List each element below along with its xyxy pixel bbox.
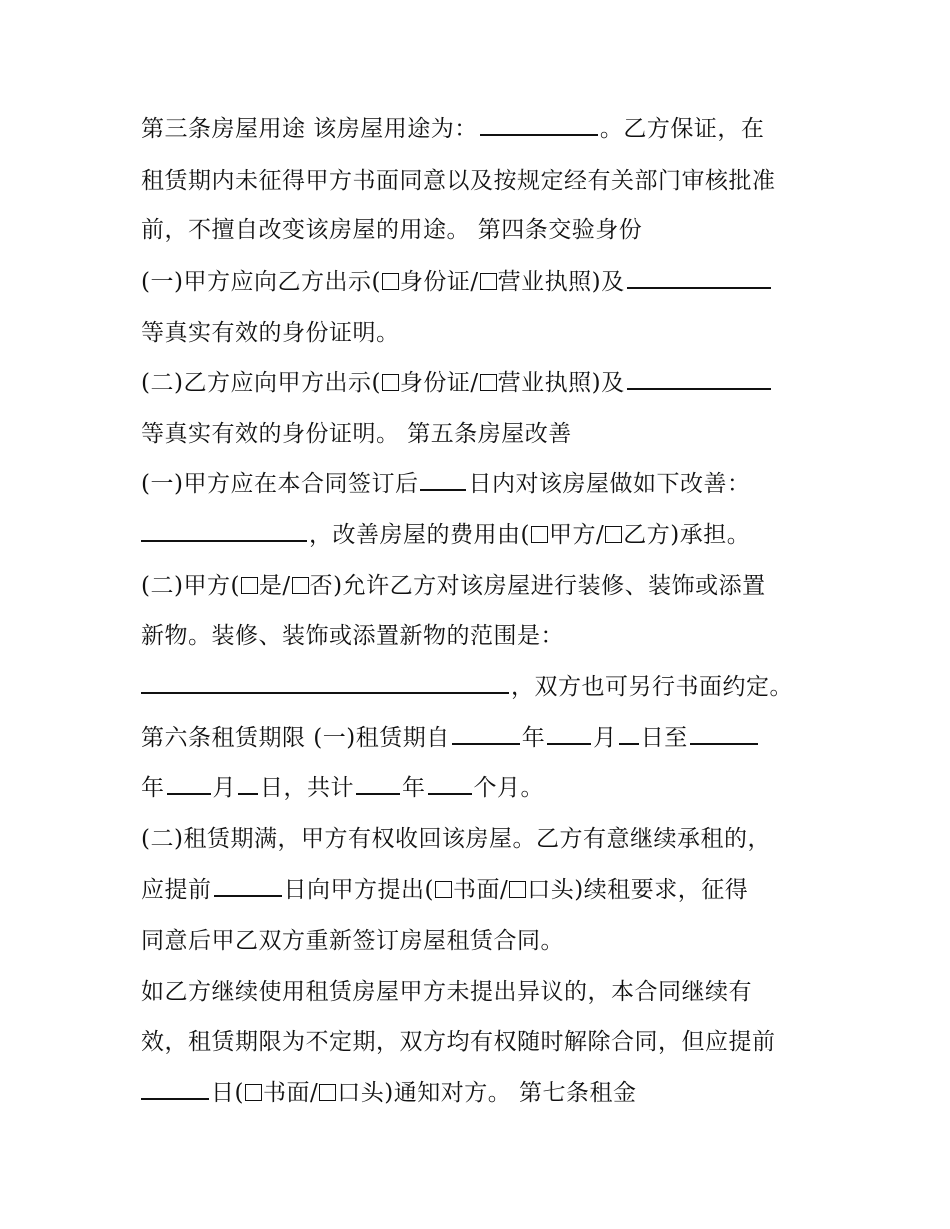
clause-6-item-2-cont bbox=[141, 875, 748, 905]
checkbox-no[interactable] bbox=[292, 577, 309, 594]
text: 口头)续租要求，征得 bbox=[527, 877, 749, 903]
text: 。乙方保证，在 bbox=[599, 116, 765, 142]
text: 营业执照)及 bbox=[497, 370, 625, 396]
text: 身份证/ bbox=[399, 370, 479, 396]
text: 否)允许乙方对该房屋进行装修、装饰或添置 bbox=[309, 573, 766, 599]
clause-6-item-2-end bbox=[141, 926, 564, 956]
fill-blank-days[interactable] bbox=[420, 471, 466, 491]
clause-4-item-2 bbox=[141, 368, 773, 398]
text: 第六条租赁期限 (一)租赁期自 bbox=[141, 725, 450, 751]
checkbox-id-card[interactable] bbox=[382, 273, 399, 290]
text: 新物。装修、装饰或添置新物的范围是： bbox=[141, 623, 564, 649]
text: 应提前 bbox=[141, 877, 212, 903]
text: 年 bbox=[521, 725, 546, 751]
clause-4-item-1 bbox=[141, 267, 773, 297]
checkbox-party-a[interactable] bbox=[531, 526, 548, 543]
text: 租赁期内未征得甲方书面同意以及按规定经有关部门审核批准 bbox=[141, 168, 776, 194]
clause-5-item-2 bbox=[141, 571, 766, 601]
text: 营业执照)及 bbox=[497, 269, 625, 295]
clause-5-item-2-scope bbox=[141, 672, 793, 702]
text: 日内对该房屋做如下改善： bbox=[468, 471, 751, 497]
text: 口头)通知对方。 第七条租金 bbox=[337, 1080, 637, 1106]
text: 年 bbox=[141, 775, 165, 801]
clause-6-item-1 bbox=[141, 723, 760, 753]
text: 日，共计 bbox=[260, 775, 354, 801]
text: 如乙方继续使用租赁房屋甲方未提出异议的，本合同继续有 bbox=[141, 979, 752, 1005]
fill-blank-end-day[interactable] bbox=[238, 775, 258, 795]
text: 书面/ bbox=[452, 877, 509, 903]
text: 日向甲方提出( bbox=[283, 877, 434, 903]
checkbox-verbal[interactable] bbox=[319, 1084, 336, 1101]
fill-blank-scope[interactable] bbox=[141, 674, 509, 694]
clause-5-item-1-cont bbox=[141, 520, 750, 550]
clause-6-item-2 bbox=[141, 824, 771, 854]
fill-blank-end-month[interactable] bbox=[167, 775, 211, 795]
text: 前，不擅自改变该房屋的用途。 第四条交验身份 bbox=[141, 217, 643, 243]
text: ，双方也可另行书面约定。 bbox=[511, 674, 793, 700]
clause-3-line-3 bbox=[141, 215, 642, 245]
checkbox-party-b[interactable] bbox=[605, 526, 622, 543]
fill-blank-total-months[interactable] bbox=[428, 775, 472, 795]
checkbox-written[interactable] bbox=[245, 1084, 262, 1101]
clause-3-line-2 bbox=[141, 166, 776, 196]
text: (二)租赁期满，甲方有权收回该房屋。乙方有意继续承租的， bbox=[141, 826, 771, 852]
clause-4-item-2-cont bbox=[141, 419, 572, 449]
fill-blank-start-day[interactable] bbox=[619, 725, 639, 745]
fill-blank-usage[interactable] bbox=[480, 116, 598, 136]
text: (一)甲方应向乙方出示( bbox=[141, 269, 381, 295]
text: 个月。 bbox=[473, 775, 544, 801]
text: (一)甲方应在本合同签订后 bbox=[141, 471, 419, 497]
text: 等真实有效的身份证明。 第五条房屋改善 bbox=[141, 421, 572, 447]
checkbox-yes[interactable] bbox=[241, 577, 258, 594]
text: 乙方)承担。 bbox=[623, 522, 751, 548]
fill-blank-end-year[interactable] bbox=[690, 725, 758, 745]
fill-blank-termination-days[interactable] bbox=[141, 1080, 209, 1100]
fill-blank-other-id[interactable] bbox=[627, 370, 771, 390]
text: 是/ bbox=[258, 573, 291, 599]
text: 等真实有效的身份证明。 bbox=[141, 320, 400, 346]
text: 年 bbox=[402, 775, 426, 801]
clause-3-line-1 bbox=[141, 114, 764, 144]
clause-5-item-2-cont bbox=[141, 621, 564, 651]
fill-blank-start-month[interactable] bbox=[547, 725, 591, 745]
text: (二)乙方应向甲方出示( bbox=[141, 370, 381, 396]
fill-blank-other-id[interactable] bbox=[627, 269, 771, 289]
text: (二)甲方( bbox=[141, 573, 240, 599]
clause-6-para-2-line-2 bbox=[141, 1027, 776, 1057]
checkbox-written[interactable] bbox=[435, 881, 452, 898]
fill-blank-start-year[interactable] bbox=[452, 725, 520, 745]
text: 效，租赁期限为不定期，双方均有权随时解除合同，但应提前 bbox=[141, 1029, 776, 1055]
fill-blank-total-years[interactable] bbox=[356, 775, 400, 795]
text: 日至 bbox=[640, 725, 688, 751]
clause-4-item-1-cont bbox=[141, 318, 400, 348]
clause-6-para-2-line-3 bbox=[141, 1078, 637, 1108]
clause-5-item-1 bbox=[141, 469, 750, 499]
checkbox-business-license[interactable] bbox=[480, 374, 497, 391]
text: 月 bbox=[593, 725, 617, 751]
text: 第三条房屋用途 该房屋用途为： bbox=[141, 116, 478, 142]
text: ，改善房屋的费用由( bbox=[309, 522, 530, 548]
text: 书面/ bbox=[262, 1080, 319, 1106]
text: 甲方/ bbox=[548, 522, 605, 548]
text: 身份证/ bbox=[399, 269, 479, 295]
clause-6-para-2-line-1 bbox=[141, 977, 752, 1007]
fill-blank-improvements[interactable] bbox=[141, 522, 307, 542]
text: 日( bbox=[211, 1080, 244, 1106]
text: 同意后甲乙双方重新签订房屋租赁合同。 bbox=[141, 928, 564, 954]
checkbox-id-card[interactable] bbox=[382, 374, 399, 391]
clause-6-item-1-cont bbox=[141, 773, 544, 803]
text: 月 bbox=[212, 775, 236, 801]
checkbox-verbal[interactable] bbox=[509, 881, 526, 898]
checkbox-business-license[interactable] bbox=[480, 273, 497, 290]
fill-blank-notice-days[interactable] bbox=[214, 877, 282, 897]
